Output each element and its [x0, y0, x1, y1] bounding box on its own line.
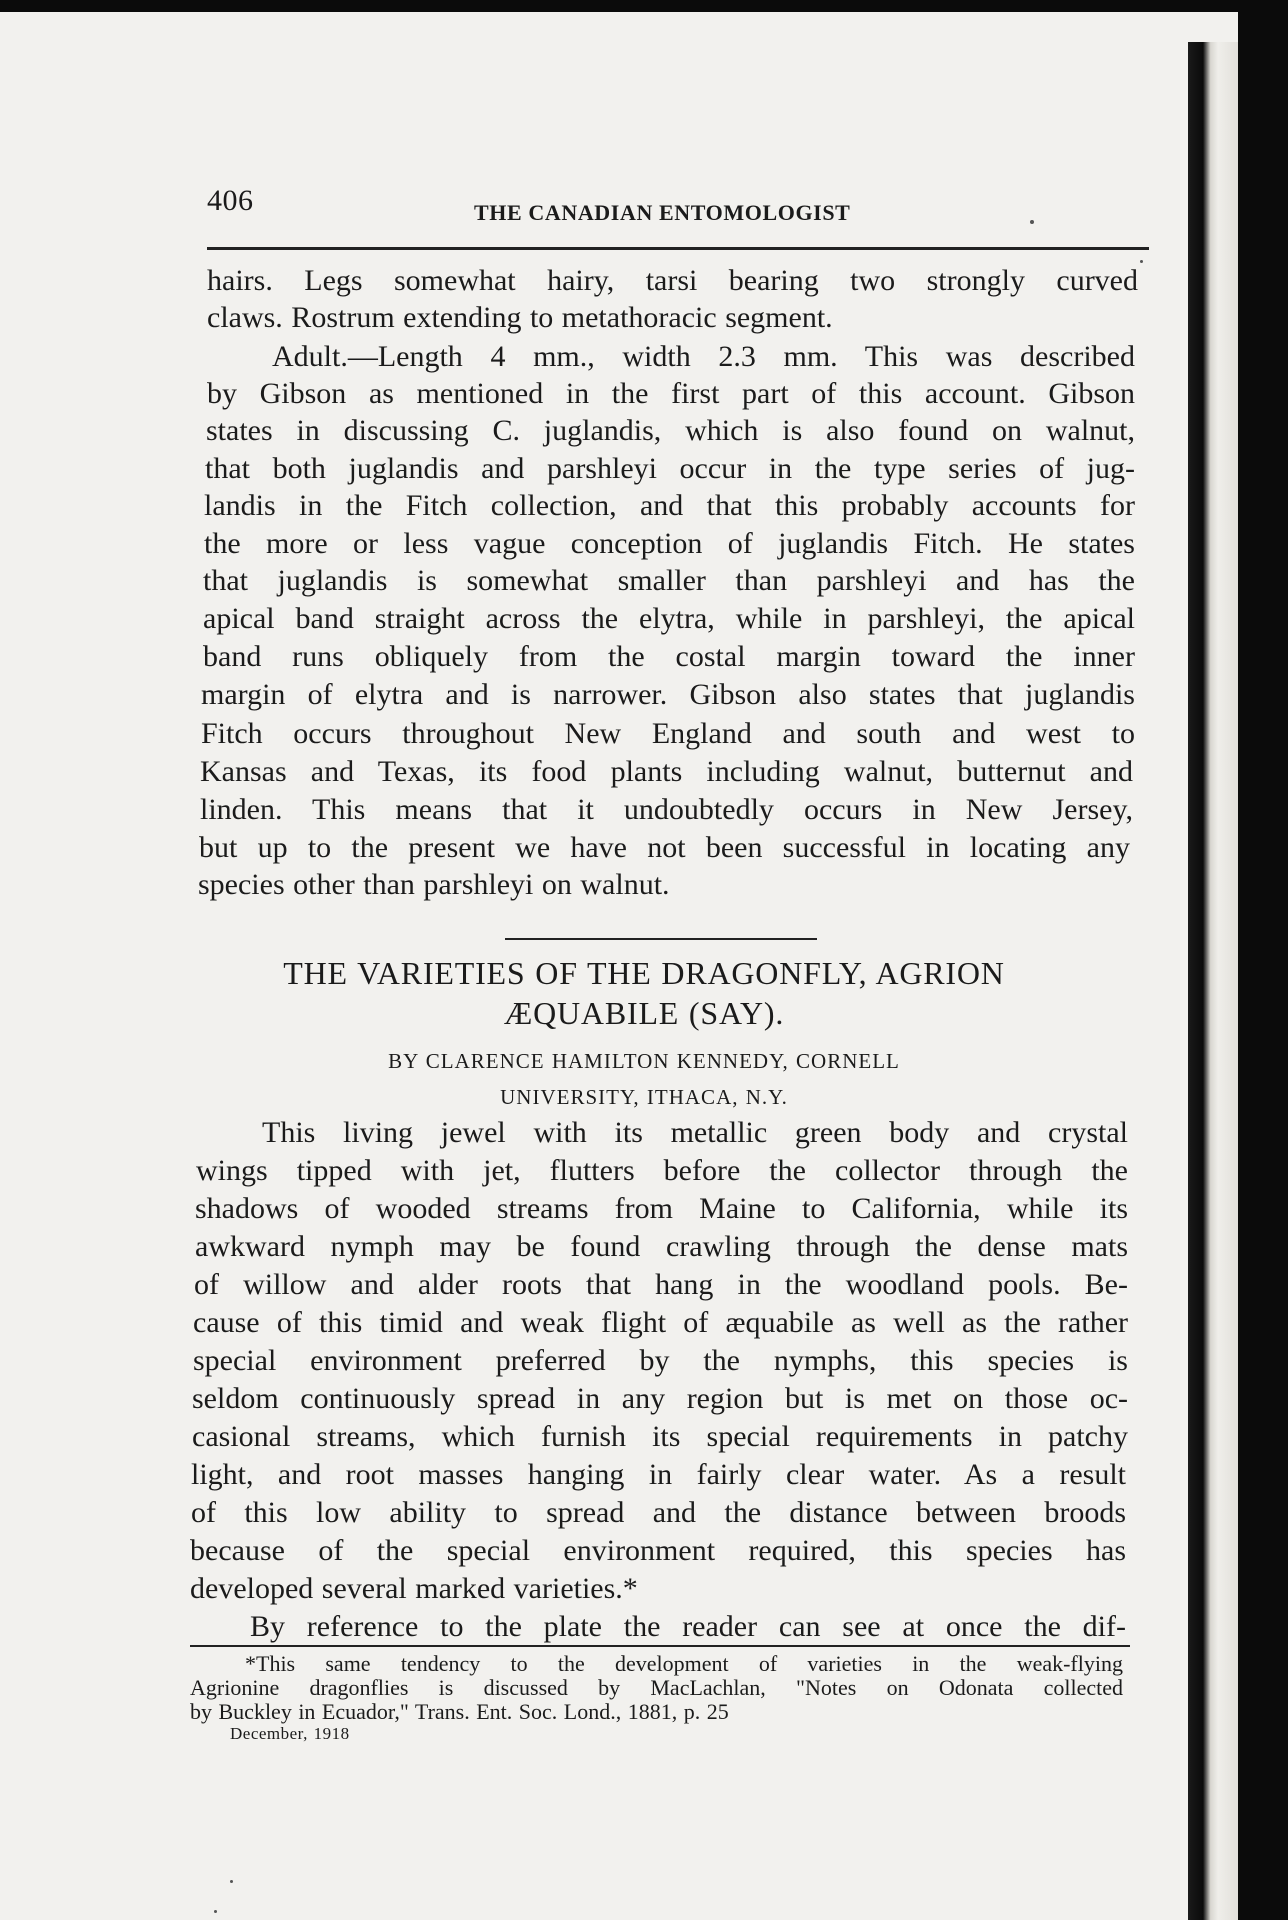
- article-title-line-1: THE VARIETIES OF THE DRAGONFLY, AGRION: [283, 955, 1005, 991]
- header-rule: [207, 247, 1149, 250]
- article-byline-line-2: UNIVERSITY, ITHACA, N.Y.: [500, 1085, 788, 1109]
- article-byline-line-1: BY CLARENCE HAMILTON KENNEDY, CORNELL: [388, 1049, 900, 1073]
- scan-speck: [1030, 220, 1034, 224]
- scan-speck: [1140, 260, 1143, 263]
- scan-speck: [230, 1880, 233, 1883]
- running-head: THE CANADIAN ENTOMOLOGIST: [474, 200, 851, 225]
- article-title-line-2: ÆQUABILE (SAY).: [503, 995, 785, 1031]
- page-number: 406: [207, 184, 254, 217]
- journal-page: 406 THE CANADIAN ENTOMOLOGIST hairs. Legs somewhat hairy, tarsi bearing two strongly curved claws. Rostrum extending to metathoracic segment. Adult.—Length 4 mm., width 2.3 mm. This was described by Gibson as mentioned in the first part of this account. Gibson states in discussing C. juglandis, which is also found on walnut, that both juglandis and parshleyi occur in the type series of jug- landis in the Fitch collection, and that this probably accounts for the more or less vague conception of juglandis Fitch. He states that juglandis is somewhat smaller than parshleyi and has the apical band straight across the elytra, while in parshleyi, the apical band runs obliquely from the costal margin toward the inner margin of elytra and is narrower. Gibson also states that juglandis Fitch occurs throughout New England and south and west to Kansas and Texas, its food plants including walnut, butternut and linden. This means that it undoubtedly occurs in New Jersey, but up to the present we have not been successful in locating any species other than parshleyi on walnut. THE VARIETIES OF THE DRAGONFLY, AGRION ÆQUABILE (SAY). BY CLARENCE HAMILTON KENNEDY, CORNELL UNIVERSITY, ITHACA, N.Y. This living jewel with its metallic green body and crystal wings tipped with jet, flutters before the collector through the shadows of wooded streams from Maine to California, while its awkward nymph may be found crawling through the dense mats of willow and alder roots that hang in the woodland pools. Be- cause of this timid and weak flight of æquabile as well as the rather special environment preferred by the nymphs, this species is seldom continuously spread in any region but is met on those oc- casional streams, which furnish its special requirements in patchy light, and root masses hanging in fairly clear water. As a result of this low ability to spread and the distance between broods because of the special environment required, this species has developed several marked varieties.* By reference to the plate the reader can see at once the dif- *This same tendency to the development of varieties in the weak-flying Agrionine dragonflies is discussed by MacLachlan, "Notes on Odonata collected by Buckley in Ecuador," Trans. Ent. Soc. Lond., 1881, p. 25 December, 1918: [0, 12, 1238, 1920]
- section-separator: [505, 938, 817, 940]
- footnote-rule: [190, 1645, 1130, 1647]
- scan-speck: [214, 1910, 217, 1913]
